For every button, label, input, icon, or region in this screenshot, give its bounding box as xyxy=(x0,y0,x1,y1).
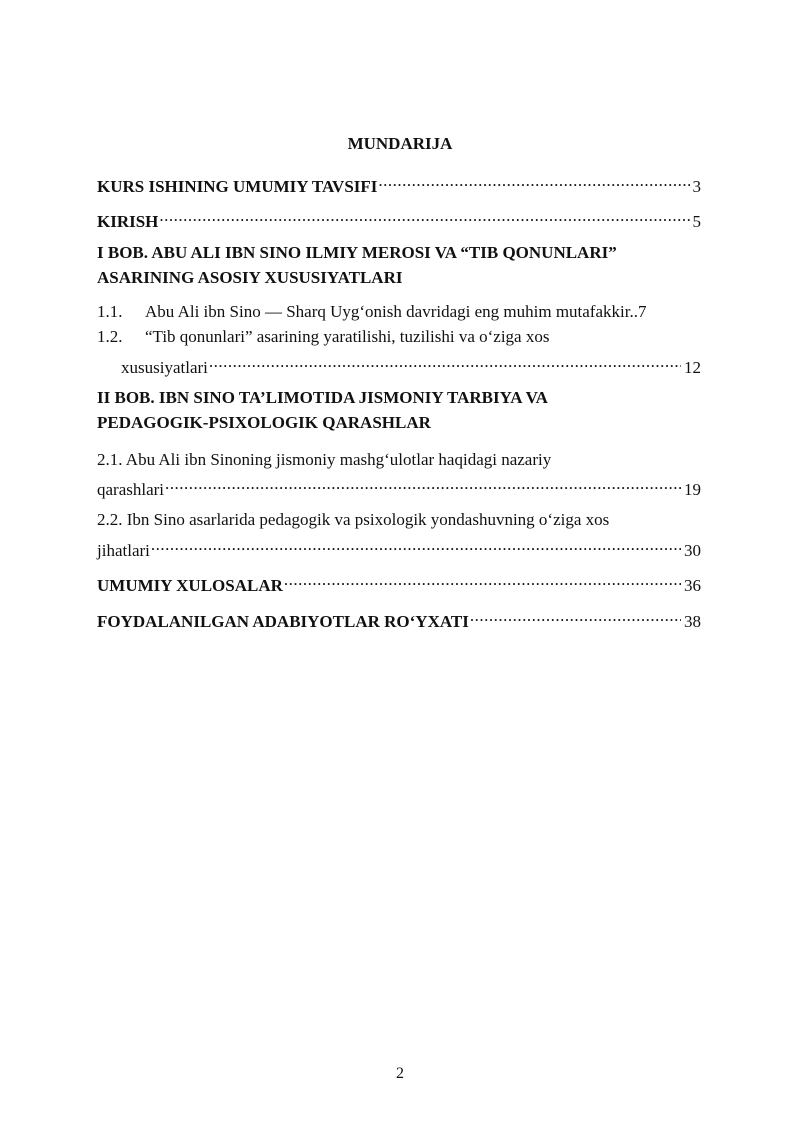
toc-entry-page: 36 xyxy=(684,576,701,595)
toc-leader-dots xyxy=(151,534,681,556)
toc-entry-introduction[interactable] xyxy=(97,205,701,231)
toc-leader-dots xyxy=(209,351,681,373)
toc-entry-text: Abu Ali ibn Sino — Sharq Uyg‘onish davridagi eng muhim mutafakkir..7 xyxy=(145,302,647,321)
toc-entry-2-2[interactable] xyxy=(97,509,701,531)
toc-leader-dots xyxy=(470,605,681,627)
toc-leader-dots xyxy=(378,170,689,192)
toc-heading-line: ASARINING ASOSIY XUSUSIYATLARI xyxy=(97,268,403,287)
toc-entry-page: 3 xyxy=(692,177,701,196)
toc-heading-line: PEDAGOGIK-PSIXOLOGIK QARASHLAR xyxy=(97,413,431,432)
toc-entry-1-2[interactable] xyxy=(97,326,701,348)
toc-entry-text: jihatlari xyxy=(97,541,150,560)
toc-entry-page: 38 xyxy=(684,612,701,631)
toc-leader-dots xyxy=(165,473,681,495)
toc-entry-number: 1.2. xyxy=(97,327,123,346)
toc-heading-line: I BOB. ABU ALI IBN SINO ILMIY MEROSI VA “TIB QONUNLARI” xyxy=(97,243,617,262)
toc-entry-text: qarashlari xyxy=(97,480,165,499)
toc-entry-page: 5 xyxy=(692,212,701,231)
toc-entry-2-1[interactable] xyxy=(97,449,701,471)
page-number: 2 xyxy=(396,1065,404,1082)
toc-entry-text: “Tib qonunlari” asarining yaratilishi, tuzilishi va o‘ziga xos xyxy=(145,327,550,346)
toc-entry-text: xususiyatlari xyxy=(121,358,208,377)
toc-entry-2-2-continuation[interactable] xyxy=(97,534,701,560)
toc-entry-1-1[interactable] xyxy=(97,301,701,323)
toc-entry-bibliography[interactable] xyxy=(97,605,701,631)
toc-leader-dots xyxy=(159,205,689,227)
toc-entry-page: 19 xyxy=(684,480,701,499)
toc-entry-text: 2.1. Abu Ali ibn Sinoning jismoniy mashg‘ulotlar haqidagi nazariy xyxy=(97,450,552,469)
toc-title: MUNDARIJA xyxy=(347,134,453,153)
toc-entry-page: 12 xyxy=(684,358,701,377)
toc-entry-general-description[interactable] xyxy=(97,170,701,196)
toc-chapter-2-heading[interactable] xyxy=(97,385,701,435)
toc-entry-text: 2.2. Ibn Sino asarlarida pedagogik va psixologik yondashuvning o‘ziga xos xyxy=(97,510,610,529)
toc-entry-conclusions[interactable] xyxy=(97,569,701,595)
toc-entry-text: UMUMIY XULOSALAR xyxy=(97,576,283,595)
toc-entry-text: FOYDALANILGAN ADABIYOTLAR RO‘YXATI xyxy=(97,612,469,631)
toc-entry-text: KIRISH xyxy=(97,212,159,231)
toc-entry-text: KURS ISHINING UMUMIY TAVSIFI xyxy=(97,177,378,196)
toc-chapter-1-heading[interactable] xyxy=(97,240,701,290)
toc-entry-page: 30 xyxy=(684,541,701,560)
toc-entry-1-2-continuation[interactable] xyxy=(121,351,701,377)
toc-heading-line: II BOB. IBN SINO TA’LIMOTIDA JISMONIY TARBIYA VA xyxy=(97,388,548,407)
toc-entry-2-1-continuation[interactable] xyxy=(97,473,701,499)
toc-entry-number: 1.1. xyxy=(97,302,123,321)
toc-leader-dots xyxy=(284,569,681,591)
